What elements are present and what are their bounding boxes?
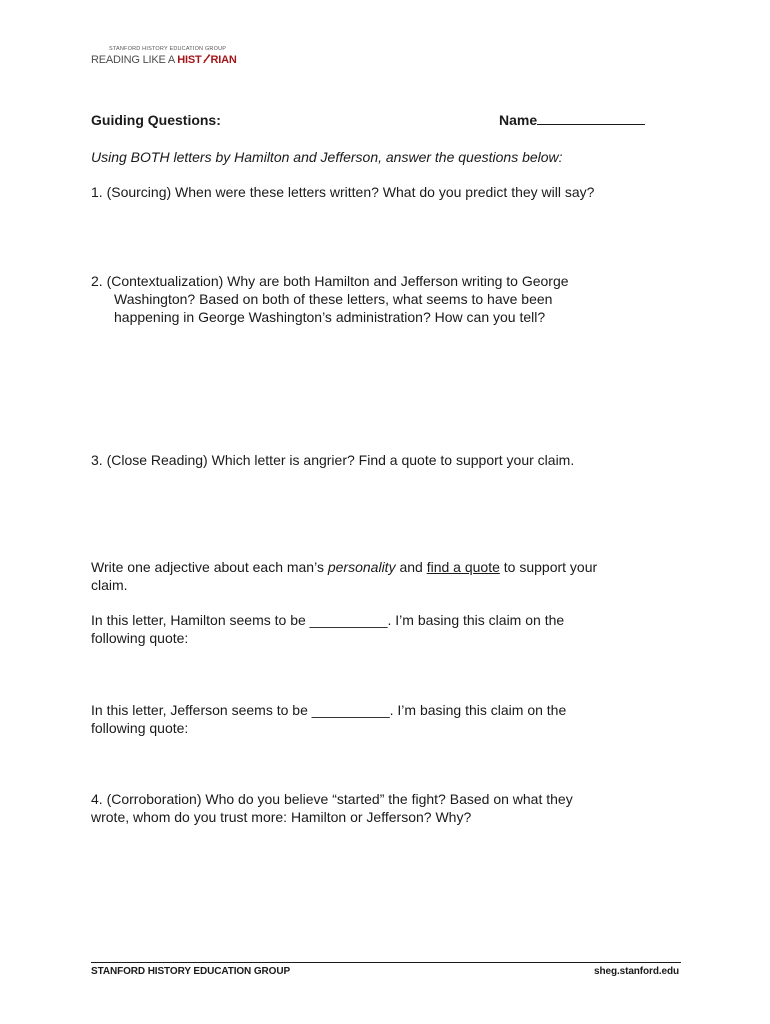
name-label: Name	[499, 112, 538, 128]
guiding-questions-heading: Guiding Questions:	[91, 112, 221, 128]
question-4-line-1: 4. (Corroboration) Who do you believe “started” the fight? Based on what they	[91, 791, 573, 807]
logo-gray-text: READING LIKE A	[91, 54, 178, 66]
question-2-line-3: happening in George Washington’s administration? How can you tell?	[114, 309, 546, 325]
logo	[91, 46, 237, 70]
adjective-text-2: and	[395, 559, 427, 575]
hamilton-prompt-line-1: In this letter, Hamilton seems to be __________. I’m basing this claim on the	[91, 612, 565, 628]
name-field	[499, 112, 645, 130]
intro-instructions: Using BOTH letters by Hamilton and Jefferson, answer the questions below:	[91, 149, 563, 165]
footer-divider	[91, 962, 681, 963]
adjective-text-3: to support your	[499, 559, 598, 575]
jefferson-prompt-line-1: In this letter, Jefferson seems to be __________. I’m basing this claim on the	[91, 702, 567, 718]
question-3: 3. (Close Reading) Which letter is angrier? Find a quote to support your claim.	[91, 452, 575, 468]
logo-top-text: STANFORD HISTORY EDUCATION GROUP	[109, 46, 227, 52]
question-4-line-2: wrote, whom do you trust more: Hamilton or Jefferson? Why?	[91, 809, 472, 825]
footer-organization: STANFORD HISTORY EDUCATION GROUP	[91, 966, 291, 977]
logo-red-text-1: HIST	[177, 54, 202, 66]
jefferson-prompt-line-2: following quote:	[91, 720, 189, 736]
adjective-instructions-line-2: claim.	[91, 577, 128, 593]
question-2-line-2: Washington? Based on both of these letters, what seems to have been	[114, 291, 553, 307]
adjective-instructions-line-1	[91, 559, 597, 577]
quill-icon	[202, 53, 211, 64]
footer-website: sheg.stanford.edu	[594, 966, 679, 977]
hamilton-prompt-line-2: following quote:	[91, 630, 189, 646]
question-1: 1. (Sourcing) When were these letters written? What do you predict they will say?	[91, 184, 595, 200]
adjective-text-1: Write one adjective about each man’s	[91, 559, 328, 575]
logo-main-text	[91, 53, 237, 66]
name-blank-line	[537, 112, 645, 125]
logo-red-text-2: RIAN	[210, 54, 237, 66]
adjective-personality: personality	[327, 559, 396, 575]
adjective-find-quote: find a quote	[426, 559, 500, 575]
question-2-line-1: 2. (Contextualization) Why are both Hamilton and Jefferson writing to George	[91, 273, 569, 289]
